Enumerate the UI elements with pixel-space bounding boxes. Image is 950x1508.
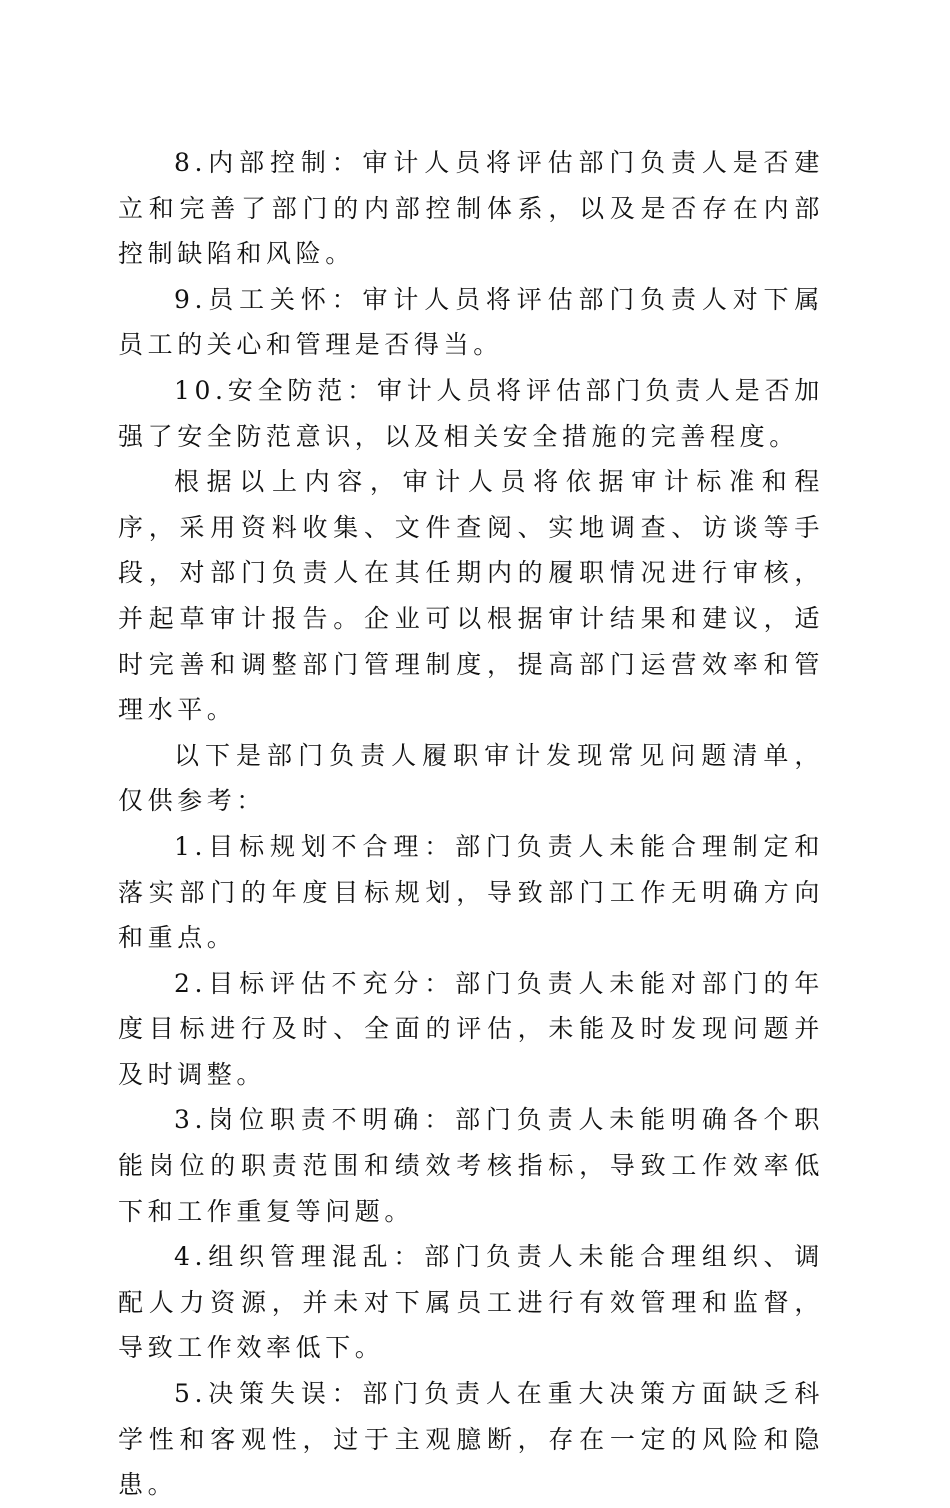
paragraph-employee-care: 9.员工关怀：审计人员将评估部门负责人对下属员工的关心和管理是否得当。 xyxy=(118,284,824,360)
paragraph-internal-control: 8.内部控制：审计人员将评估部门负责人是否建立和完善了部门的内部控制体系，以及是否存在内部控制缺陷和风险。 xyxy=(118,148,824,269)
paragraph-security: 10.安全防范：审计人员将评估部门负责人是否加强了安全防范意识，以及相关安全措施的完善程度。 xyxy=(118,375,824,451)
paragraph-issue-2: 2.目标评估不充分：部门负责人未能对部门的年度目标进行及时、全面的评估，未能及时发现问题并及时调整。 xyxy=(118,968,824,1089)
paragraph-issue-1: 1.目标规划不合理：部门负责人未能合理制定和落实部门的年度目标规划，导致部门工作无明确方向和重点。 xyxy=(118,831,824,953)
paragraph-issue-list-intro: 以下是部门负责人履职审计发现常见问题清单，仅供参考： xyxy=(118,740,824,816)
paragraph-issue-4: 4.组织管理混乱：部门负责人未能合理组织、调配人力资源，并未对下属员工进行有效管理和监督，导致工作效率低下。 xyxy=(118,1242,824,1363)
paragraph-issue-5: 5.决策失误：部门负责人在重大决策方面缺乏科学性和客观性，过于主观臆断，存在一定的风险和隐患。 xyxy=(118,1379,824,1500)
paragraph-issue-3: 3.岗位职责不明确：部门负责人未能明确各个职能岗位的职责范围和绩效考核指标，导致工作效率低下和工作重复等问题。 xyxy=(118,1105,824,1226)
paragraph-audit-summary: 根据以上内容，审计人员将依据审计标准和程序，采用资料收集、文件查阅、实地调查、访谈等手段，对部门负责人在其任期内的履职情况进行审核，并起草审计报告。企业可以根据审计结果和建议，适时完善和调整部门管理制度，提高部门运营效率和管理水平。 xyxy=(118,467,824,725)
document-body xyxy=(118,140,824,1508)
